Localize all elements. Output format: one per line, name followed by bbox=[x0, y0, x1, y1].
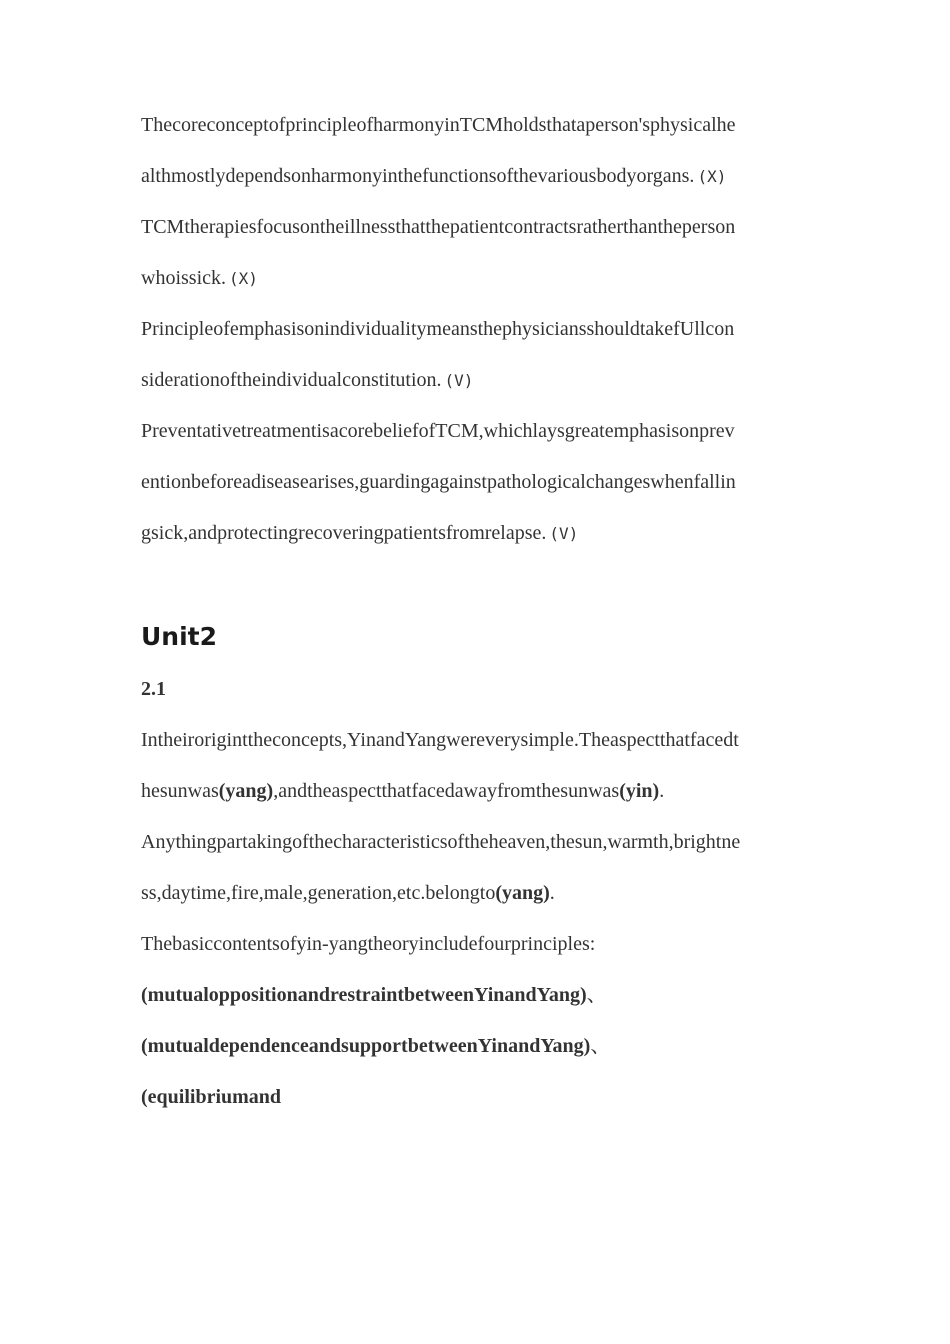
separator: 、 bbox=[590, 1035, 611, 1057]
answer-term: (equilibriumand bbox=[141, 1086, 282, 1108]
text-line bbox=[141, 1026, 821, 1077]
text-line bbox=[141, 513, 821, 564]
answer-mark: (V) bbox=[549, 524, 579, 543]
statement-text: whoissick. bbox=[141, 267, 226, 289]
paragraph-text: hesunwas bbox=[141, 780, 219, 802]
answer-mark: (X) bbox=[229, 269, 258, 288]
paragraph-text: . bbox=[549, 882, 555, 904]
text-line bbox=[141, 975, 821, 1026]
answer-term: (mutualoppositionandrestraintbetweenYinandYang) bbox=[141, 984, 587, 1006]
statement-text: entionbeforeadiseasearises,guardingagainstpathologicalchangeswhenfallin bbox=[141, 471, 736, 493]
text-line bbox=[141, 771, 821, 822]
text-line bbox=[141, 258, 821, 309]
document-content bbox=[141, 105, 821, 1128]
text-line bbox=[141, 873, 821, 924]
text-line bbox=[141, 924, 821, 975]
text-line bbox=[141, 309, 821, 360]
text-line bbox=[141, 1077, 821, 1128]
answer-term: (yang) bbox=[495, 882, 550, 904]
statement-text: ThecoreconceptofprincipleofharmonyinTCMholdsthataperson'sphysicalhe bbox=[141, 114, 736, 136]
paragraph-text: Anythingpartakingofthecharacteristicsoftheheaven,thesun,warmth,brightne bbox=[141, 831, 741, 853]
text-line bbox=[141, 411, 821, 462]
statement-text: TCMtherapiesfocusontheillnessthatthepatientcontractsratherthantheperson bbox=[141, 216, 736, 238]
answer-term: (yin) bbox=[619, 780, 660, 802]
answer-term: (yang) bbox=[218, 780, 274, 802]
answer-mark: (V) bbox=[444, 371, 474, 390]
paragraph-text: ,andtheaspectthatfacedawayfromthesunwas bbox=[273, 780, 620, 802]
statement-text: althmostlydependsonharmonyinthefunctionsofthevariousbodyorgans. bbox=[141, 165, 695, 187]
subsection-number: 2.1 bbox=[141, 678, 166, 700]
statement-text: PrincipleofemphasisonindividualitymeansthephysiciansshouldtakefUllcon bbox=[141, 318, 735, 340]
statement-text: PreventativetreatmentisacorebeliefofTCM,whichlaysgreatemphasisonprev bbox=[141, 420, 735, 442]
text-line bbox=[141, 156, 821, 207]
text-line bbox=[141, 462, 821, 513]
text-line bbox=[141, 822, 821, 873]
text-line bbox=[141, 207, 821, 258]
paragraph-text: . bbox=[659, 780, 665, 802]
answer-mark: (X) bbox=[697, 167, 727, 186]
text-line bbox=[141, 360, 821, 411]
statement-text: gsick,andprotectingrecoveringpatientsfromrelapse. bbox=[141, 522, 547, 544]
paragraph-text: Intheiroriginttheconcepts,YinandYangwereverysimple.Theaspectthatfacedt bbox=[141, 729, 739, 751]
section-gap bbox=[141, 564, 821, 614]
paragraph-text: ss,daytime,fire,male,generation,etc.belongto bbox=[141, 882, 496, 904]
answer-term: (mutualdependenceandsupportbetweenYinandYang) bbox=[141, 1035, 591, 1057]
unit-heading: Unit2 bbox=[141, 622, 218, 651]
statement-text: siderationoftheindividualconstitution. bbox=[141, 369, 442, 391]
paragraph-text: Thebasiccontentsofyin-yangtheoryincludefourprinciples: bbox=[141, 933, 596, 955]
text-line bbox=[141, 105, 821, 156]
separator: 、 bbox=[586, 984, 607, 1006]
text-line bbox=[141, 720, 821, 771]
